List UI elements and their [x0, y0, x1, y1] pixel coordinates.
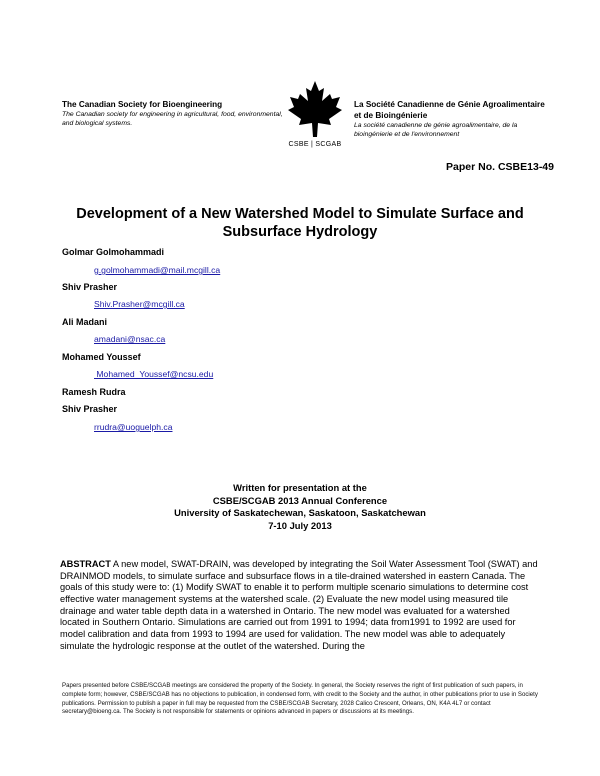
author-name: Golmar Golmohammadi [62, 247, 165, 257]
author-email-link[interactable]: amadani@nsac.ca [94, 334, 166, 344]
left-org-name: The Canadian Society for Bioengineering [62, 100, 223, 109]
author-name: Ramesh Rudra [62, 387, 126, 397]
author-email-link[interactable]: rrudra@uoguelph.ca [94, 422, 173, 432]
author-name: Ali Madani [62, 317, 108, 327]
author-name: Shiv Prasher [62, 282, 118, 292]
conference-name: CSBE/SCGAB 2013 Annual Conference [212, 494, 388, 506]
paper-number: Paper No. CSBE13-49 [446, 161, 554, 173]
right-org-description: La société canadienne de génie agroalimentaire, de la bioingénierie et de l'environnement [354, 122, 518, 138]
abstract-text: A new model, SWAT-DRAIN, was developed by integrating the Soil Water Assessment Tool (SWAT) and DRAINMOD models, to simulate surface and subsurface flows in a tile-drained watershed in eastern Canada. The goals of this study were to: (1) Modify SWAT to enable it to perform multiple scenario simulations to determine cost effective water management systems at the watershed scale. (2) Evaluate the new model using measured tile drainage and water table depth data in a watershed in Ontario. The new model was evaluated for a watershed located in Southern Ontario. Simulations are carried out from 1991 to 1994; data from1991 to 1992 are used for model calibration and data from 1993 to 1994 are used for validation. The new model was able to adequately simulate the hydrologic response at the outlet of the watershed. During the [60, 559, 538, 651]
copyright-footnote: Papers presented before CSBE/SCGAB meetings are considered the property of the Society. In general, the Society reserves the right of first publication of such papers, in complete form; however, CSBE/SCGAB has no objections to publication, in condensed form, with credit to the Society and the author, in other publications prior to use in Society publications. Permission to publish a paper in full may be requested from the CSBE/SCGAB Secretary, 2028 Calico Crescent, Orleans, ON, K4A 4L7 or contact secretary@bioeng.ca. The Society is not responsible for statements or opinions advanced in papers or discussions at its meetings. [62, 682, 538, 716]
abstract [60, 559, 538, 652]
presentation-info [60, 482, 540, 532]
abstract-heading: ABSTRACT [60, 559, 111, 569]
left-organization [62, 99, 284, 128]
left-org-description: The Canadian society for engineering in agricultural, food, environmental, and biological systems. [62, 111, 283, 127]
author-email-link[interactable]: g.golmohammadi@mail.mcgill.ca [94, 265, 221, 275]
logo-caption: CSBE | SCGAB [288, 141, 342, 148]
right-organization [354, 99, 554, 139]
conference-dates: 7-10 July 2013 [268, 519, 332, 531]
conference-venue: University of Saskatechewan, Saskatoon, Saskatchewan [174, 507, 426, 518]
author-name: Shiv Prasher [62, 404, 118, 414]
author-name: Mohamed Youssef [62, 352, 141, 362]
author-email-link[interactable]: Mohamed_Youssef@ncsu.edu [94, 369, 214, 379]
presentation-line-1: Written for presentation at the [233, 482, 367, 493]
author-email-link[interactable]: Shiv.Prasher@mcgill.ca [94, 299, 185, 309]
paper-title: Development of a New Watershed Model to Simulate Surface and Subsurface Hydrology [76, 206, 524, 240]
right-org-name: La Société Canadienne de Génie Agroalimentaire et de Bioingénierie [354, 100, 545, 120]
